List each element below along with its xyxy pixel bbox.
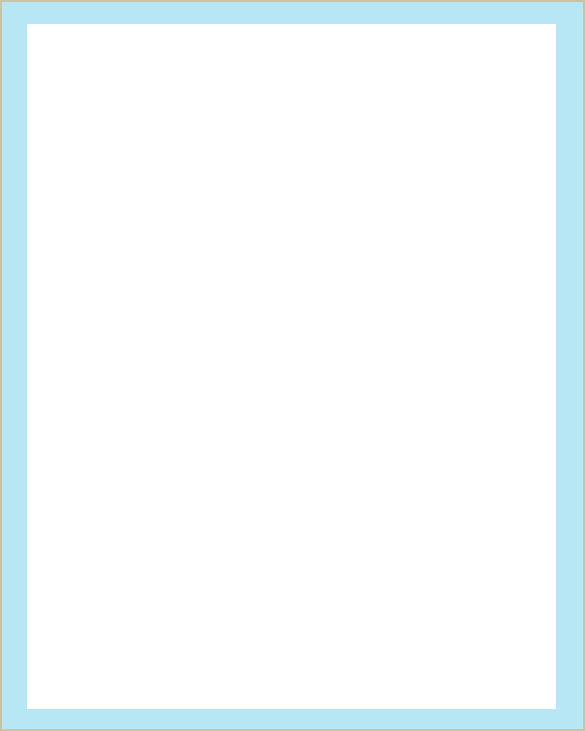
chore-sheet <box>27 24 556 709</box>
proof-watermark <box>224 213 374 496</box>
week-header <box>27 114 556 130</box>
